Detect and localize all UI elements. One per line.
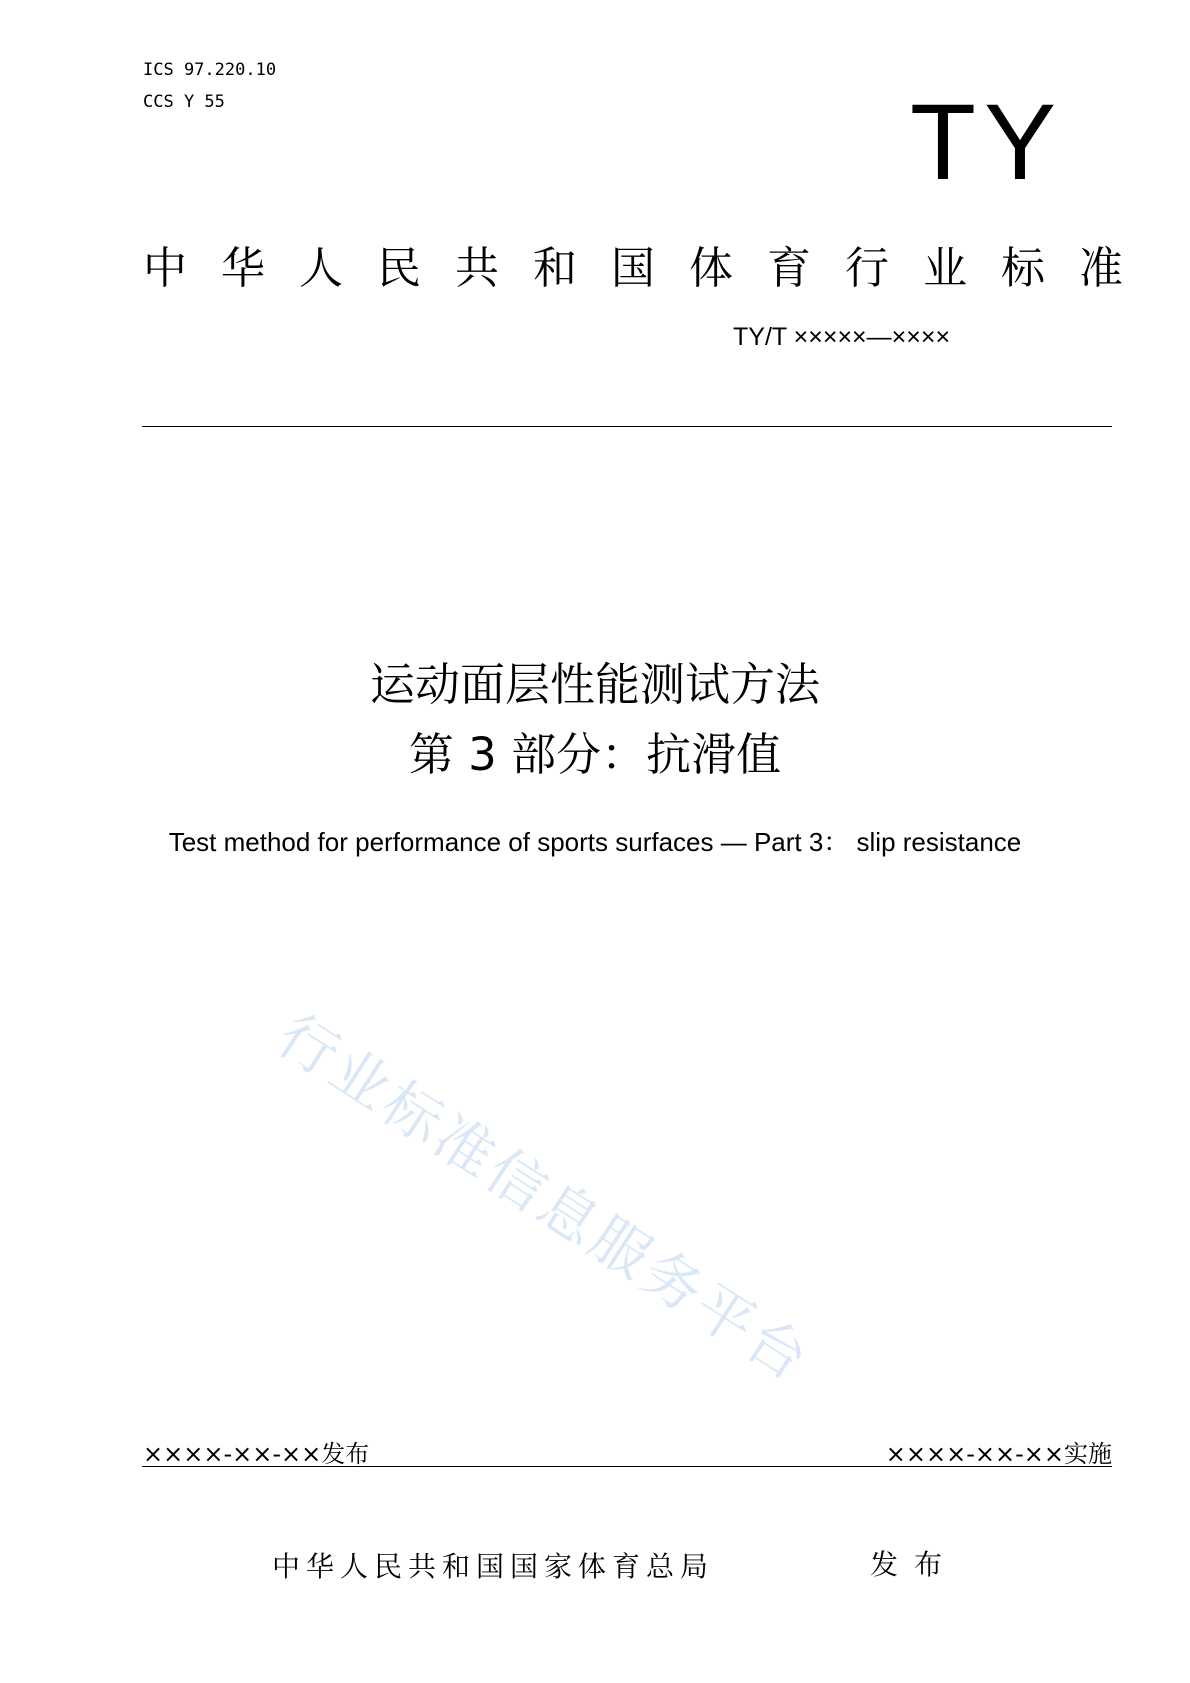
ics-code: ICS 97.220.10 — [143, 60, 277, 80]
header-divider — [142, 426, 1112, 427]
standard-category-title: 中华人民共和国体育行业标准 — [143, 243, 1157, 294]
document-title-cn-line1: 运动面层性能测试方法 — [369, 658, 820, 711]
issue-date: ××××-××-××发布 — [143, 1440, 370, 1468]
ccs-code: CCS Y 55 — [143, 92, 225, 112]
footer-divider — [142, 1466, 1112, 1467]
issuing-authority: 中华人民共和国国家体育总局 — [272, 1550, 715, 1583]
watermark: 行业标准信息服务平台 — [265, 1000, 823, 1396]
document-title-cn-line2: 第 3 部分：抗滑值 — [408, 728, 782, 781]
ty-logo: TY — [910, 81, 1065, 202]
standard-number: TY/T ×××××—×××× — [733, 323, 951, 351]
issue-action: 发布 — [870, 1548, 959, 1581]
document-title-en: Test method for performance of sports surfaces — Part 3： slip resistance — [168, 827, 1022, 857]
implementation-date: ××××-××-××实施 — [885, 1440, 1112, 1468]
